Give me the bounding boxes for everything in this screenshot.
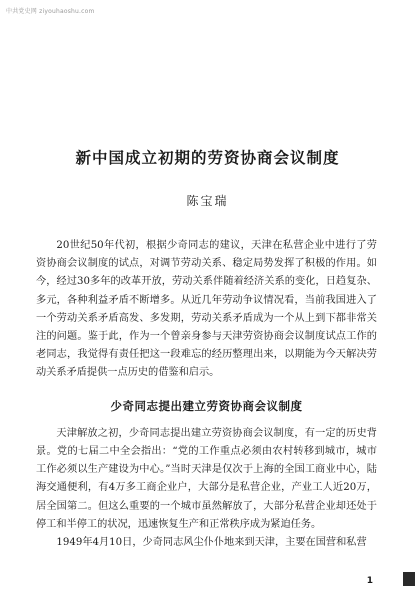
page-number: 1 (366, 576, 373, 586)
section-heading: 少奇同志提出建立劳资协商会议制度 (110, 398, 303, 413)
body-paragraph: 1949年4月10日，少奇同志风尘仆仆地来到天津，主要在国营和私营 (56, 537, 367, 549)
article-author: 陈宝瑞 (186, 194, 229, 208)
article-title: 新中国成立初期的劳资协商会议制度 (75, 148, 340, 167)
intro-paragraph: 20世纪50年代初，根据少奇同志的建议，天津在私营企业中进行了劳资协商会议制度的试点，对调节劳动关系、稳定局势发挥了积极的作用。如今，经过30多年的改革开放，劳动关系伴随着经济关系的变化，日趋复杂、多元，各种利益矛盾不断增多。从近几年劳动争议情况看，当前我国进入了一个劳动关系矛盾高发、多发期，劳动关系矛盾成为一个从上到下都非常关注的问题。鉴于此，作为一个曾亲身参与天津劳资协商会议制度试点工作的老同志，我觉得有责任把这一段难忘的经历整理出来，以期能为今天解决劳动关系矛盾提供一点历史的借鉴和启示。 (36, 240, 377, 379)
page-edge-mark (403, 572, 415, 586)
body-paragraph: 天津解放之初，少奇同志提出建立劳资协商会议制度，有一定的历史背景。党的七届二中全会指出：“党的工作重点必须由农村转移到城市，城市工作必须以生产建设为中心。”当时天津是仅次于上海的全国工商业中心，陆海交通便利，有4万多工商企业户，大部分是私营企业，产业工人近20万，居全国第二。但这么重要的一个城市虽然解放了，大部分私营企业却还处于停工和半停工的状况，迅速恢复生产和正常秩序成为紧迫任务。 (36, 427, 377, 530)
watermark: 中共党史网 ziyouhaoshu.com (6, 8, 95, 15)
article-body (36, 237, 377, 552)
